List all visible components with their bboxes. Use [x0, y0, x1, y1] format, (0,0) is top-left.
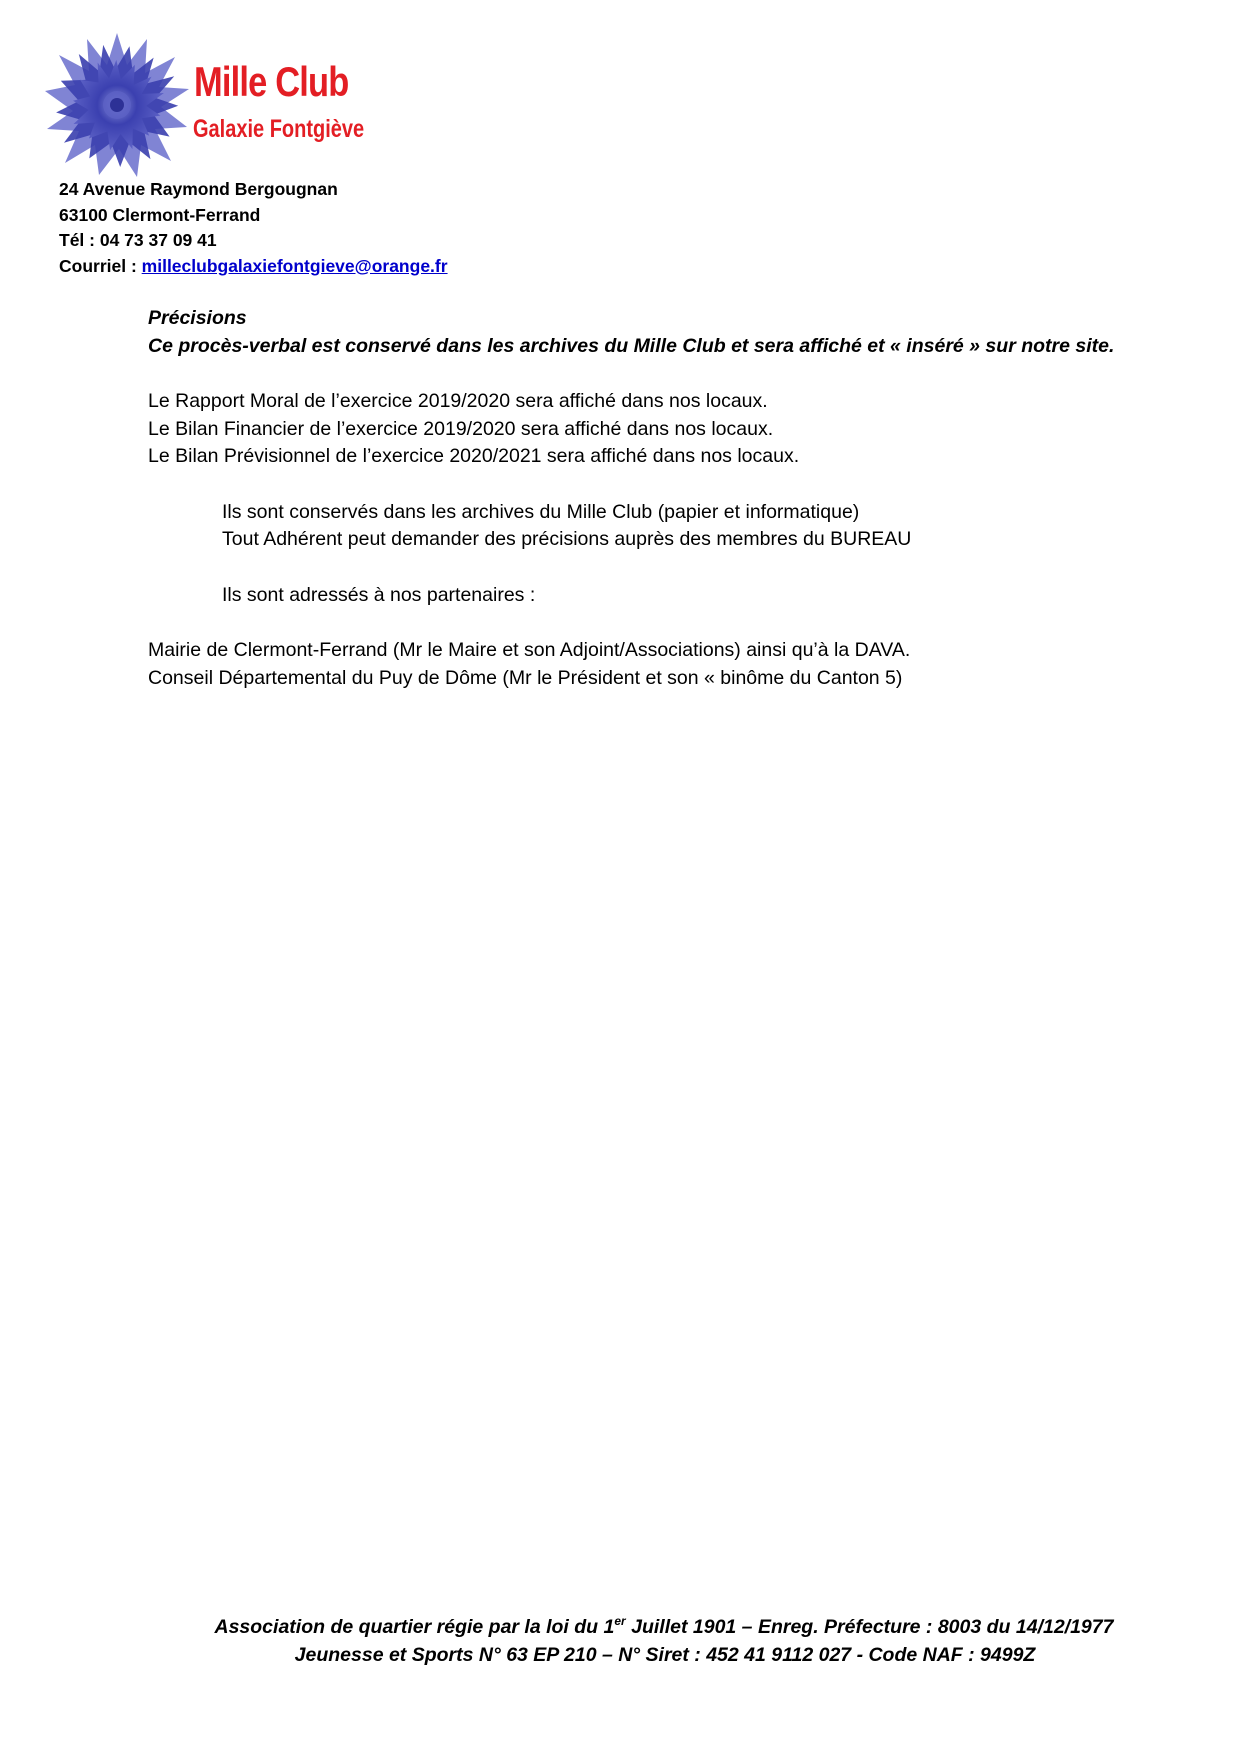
precisions-heading: Précisions	[148, 307, 247, 329]
footer-line-1	[0, 1613, 1240, 1641]
brand-title: Mille Club	[194, 58, 349, 105]
email-link[interactable]: milleclubgalaxiefontgieve@orange.fr	[141, 255, 448, 276]
footer	[0, 1613, 1240, 1669]
archive-line: Tout Adhérent peut demander des précisions auprès des membres du BUREAU	[222, 528, 912, 550]
footer-line-1-end: Juillet 1901 – Enreg. Préfecture : 8003 du 14/12/1977	[625, 1616, 1114, 1638]
brand-subtitle: Galaxie Fontgiève	[193, 115, 365, 143]
footer-line-1-start: Association de quartier régie par la loi du 1	[214, 1616, 615, 1638]
report-line: Le Bilan Prévisionnel de l’exercice 2020/2021 sera affiché dans nos locaux.	[148, 445, 800, 467]
address-phone-line	[59, 228, 448, 254]
report-line: Le Rapport Moral de l’exercice 2019/2020 sera affiché dans nos locaux.	[148, 390, 768, 412]
address-city: 63100 Clermont-Ferrand	[59, 204, 261, 225]
report-line: Le Bilan Financier de l’exercice 2019/2020 sera affiché dans nos locaux.	[148, 417, 774, 440]
footer-line-2: Jeunesse et Sports N° 63 EP 210 – N° Siret : 452 41 9112 027 - Code NAF : 9499Z	[294, 1644, 1036, 1666]
archive-line: Ils sont conservés dans les archives du Mille Club (papier et informatique)	[222, 500, 860, 523]
address-street: 24 Avenue Raymond Bergougnan	[59, 179, 338, 199]
footer-superscript: er	[614, 1614, 626, 1628]
email-label: Courriel :	[59, 255, 142, 276]
blue-star-burst-icon	[42, 30, 192, 180]
partners-intro: Ils sont adressés à nos partenaires :	[222, 583, 536, 606]
address-email-line	[59, 254, 448, 280]
address-block	[59, 177, 448, 279]
phone-label: Tél :	[59, 230, 100, 250]
partner-line: Mairie de Clermont-Ferrand (Mr le Maire et son Adjoint/Associations) ainsi qu’à la DAVA.	[148, 639, 911, 661]
partner-line: Conseil Départemental du Puy de Dôme (Mr le Président et son « binôme du Canton 5)	[148, 666, 903, 689]
document-body	[148, 305, 1148, 692]
precisions-text: Ce procès-verbal est conservé dans les archives du Mille Club et sera affiché et « inséré » sur notre site.	[148, 334, 1115, 357]
phone-number: 04 73 37 09 41	[99, 230, 217, 250]
